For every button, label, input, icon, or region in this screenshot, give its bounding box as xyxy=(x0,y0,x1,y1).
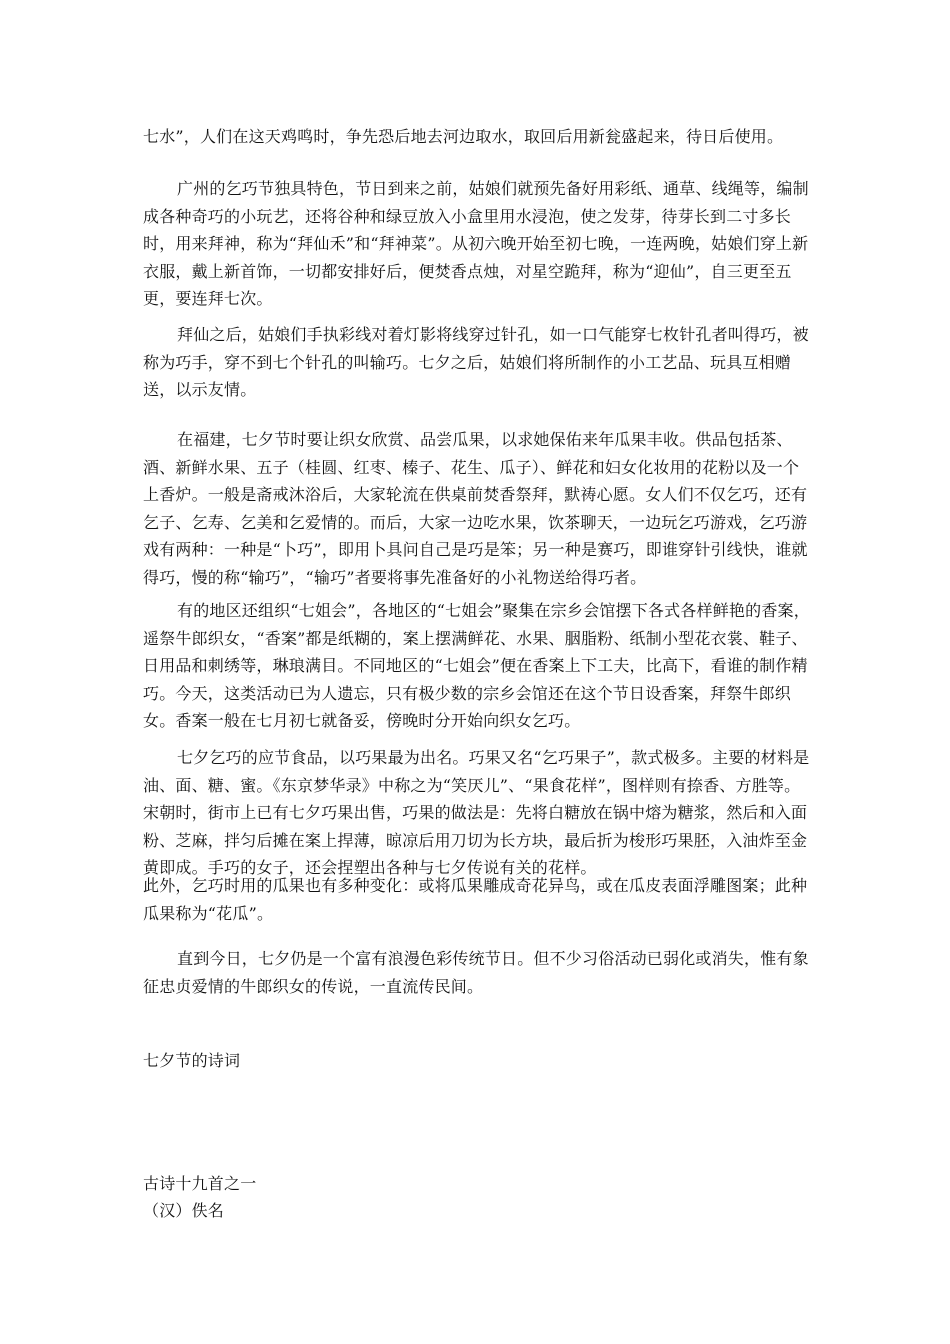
paragraph-threading: 拜仙之后，姑娘们手执彩线对着灯影将线穿过针孔，如一口气能穿七枚针孔者叫得巧，被称为巧手，穿不到七个针孔的叫输巧。七夕之后，姑娘们将所制作的小工艺品、玩具互相赠送，以示友情。 xyxy=(143,325,809,399)
paragraph-seven-sisters: 有的地区还组织“七姐会”，各地区的“七姐会”聚集在宗乡会馆摆下各式各样鲜艳的香案，遥祭牛郎织女，“香案”都是纸糊的，案上摆满鲜花、水果、胭脂粉、纸制小型花衣裳、鞋子、日用品和刺绣等，琳琅满目。不同地区的“七姐会”便在香案上下工夫，比高下，看谁的制作精巧。今天，这类活动已为人遗忘，只有极少数的宗乡会馆还在这个节日设香案，拜祭牛郎织女。香案一般在七月初七就备妥，傍晚时分开始向织女乞巧。 xyxy=(143,601,810,730)
poem-author: （汉）佚名 xyxy=(143,1201,225,1220)
paragraph-flower-melon: 此外，乞巧时用的瓜果也有多种变化：或将瓜果雕成奇花异鸟，或在瓜皮表面浮雕图案；此种瓜果称为“花瓜”。 xyxy=(143,876,808,923)
paragraph-conclusion: 直到今日，七夕仍是一个富有浪漫色彩传统节日。但不少习俗活动已弱化或消失，惟有象征忠贞爱情的牛郎织女的传说，一直流传民间。 xyxy=(143,949,809,996)
paragraph-guangzhou: 广州的乞巧节独具特色，节日到来之前，姑娘们就预先备好用彩纸、通草、线绳等，编制成各种奇巧的小玩艺，还将谷种和绿豆放入小盒里用水浸泡，使之发芽，待芽长到二寸多长时，用来拜神，称为“拜仙禾”和“拜神菜”。从初六晚开始至初七晚，一连两晚，姑娘们穿上新衣服，戴上新首饰，一切都安排好后，便焚香点烛，对星空跪拜，称为“迎仙”，自三更至五更，要连拜七次。 xyxy=(143,179,809,308)
paragraph-fujian: 在福建，七夕节时要让织女欣赏、品尝瓜果，以求她保佑来年瓜果丰收。供品包括茶、酒、新鲜水果、五子（桂圆、红枣、榛子、花生、瓜子）、鲜花和妇女化妆用的花粉以及一个上香炉。一般是斋戒沐浴后，大家轮流在供桌前焚香祭拜，默祷心愿。女人们不仅乞巧，还有乞子、乞寿、乞美和乞爱情的。而后，大家一边吃水果，饮茶聊天，一边玩乞巧游戏，乞巧游戏有两种：一种是“卜巧”，即用卜具问自己是巧是笨；另一种是赛巧，即谁穿针引线快，谁就得巧，慢的称“输巧”，“输巧”者要将事先准备好的小礼物送给得巧者。 xyxy=(143,430,808,587)
section-heading: 七夕节的诗词 xyxy=(143,1051,241,1070)
paragraph-qiao-fruit: 七夕乞巧的应节食品，以巧果最为出名。巧果又名“乞巧果子”，款式极多。主要的材料是油、面、糖、蜜。《东京梦华录》中称之为“笑厌儿”、“果食花样”，图样则有捺香、方胜等。宋朝时，街市上已有七夕巧果出售，巧果的做法是：先将白糖放在锅中熔为糖浆，然后和入面粉、芝麻，拌匀后摊在案上捍薄，晾凉后用刀切为长方块，最后折为梭形巧果胚，入油炸至金黄即成。手巧的女子，还会捏塑出各种与七夕传说有关的花样。 xyxy=(143,748,810,877)
paragraph-water-custom: 七水”，人们在这天鸡鸣时，争先恐后地去河边取水，取回后用新瓮盛起来，待日后使用。 xyxy=(143,127,784,146)
poem-title: 古诗十九首之一 xyxy=(143,1174,257,1193)
